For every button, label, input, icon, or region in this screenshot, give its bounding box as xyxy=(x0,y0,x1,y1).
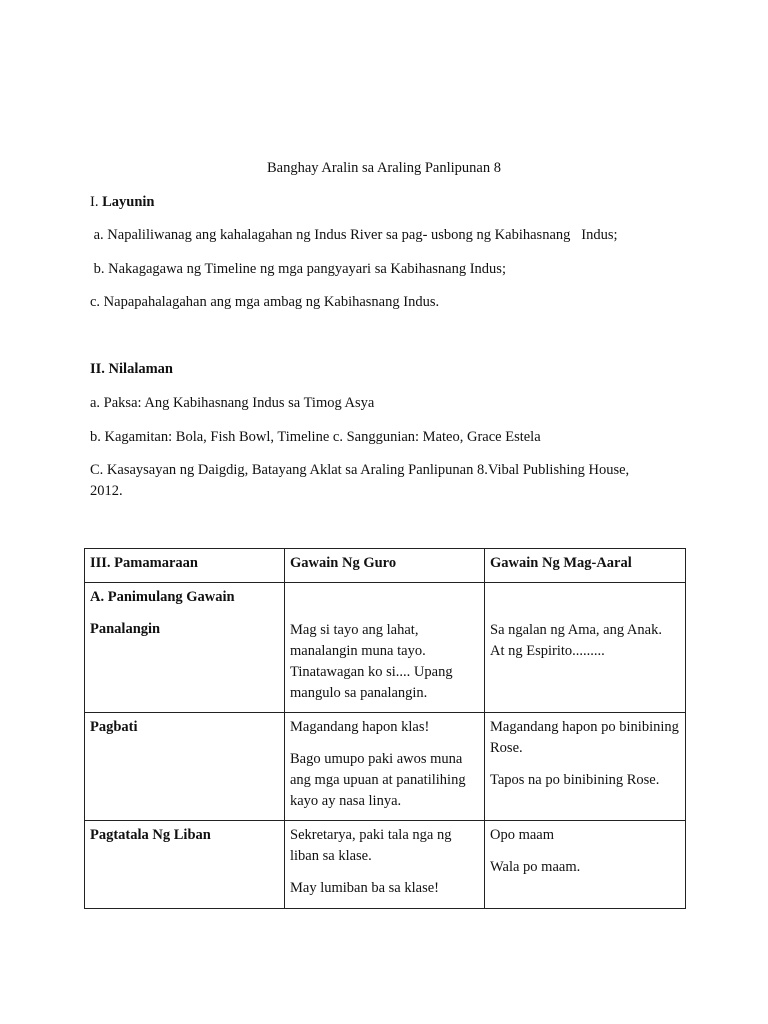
guro-cell xyxy=(285,583,485,713)
table-row xyxy=(85,713,686,821)
mag-aaral-cell xyxy=(485,583,686,713)
step-cell xyxy=(85,713,285,821)
section-1-title: Layunin xyxy=(102,194,155,210)
reference-line-1: C. Kasaysayan ng Daigdig, Batayang Aklat sa Araling Panlipunan 8.Vibal Publishing House, xyxy=(90,462,630,478)
guro-text: Mag si tayo ang lahat, manalangin muna tayo. Tinatawagan ko si.... Upang mangulo sa panalangin. xyxy=(290,622,453,701)
step-label: Pagtatala Ng Liban xyxy=(90,827,211,843)
guro-cell xyxy=(285,713,485,821)
mag-aaral-cell xyxy=(485,821,686,909)
procedure-table xyxy=(84,548,686,909)
mag-aaral-text: Magandang hapon po binibining Rose. xyxy=(490,719,679,756)
header-gawain-guro: Gawain Ng Guro xyxy=(285,549,485,583)
table-row xyxy=(85,821,686,909)
document-title: Banghay Aralin sa Araling Panlipunan 8 xyxy=(267,160,501,176)
guro-text: May lumiban ba sa klase! xyxy=(290,880,439,896)
section-1-heading xyxy=(90,192,155,213)
step-cell xyxy=(85,821,285,909)
objective-a: a. Napaliliwanag ang kahalagahan ng Indus River sa pag- usbong ng Kabihasnang Indus; xyxy=(90,227,618,243)
mag-aaral-text: Wala po maam. xyxy=(490,859,581,875)
table-header-row xyxy=(85,549,686,583)
mag-aaral-text: Tapos na po binibining Rose. xyxy=(490,772,660,788)
step-cell xyxy=(85,583,285,713)
section-2-heading: II. Nilalaman xyxy=(90,361,173,377)
guro-cell xyxy=(285,821,485,909)
paksa-line: a. Paksa: Ang Kabihasnang Indus sa Timog Asya xyxy=(90,395,375,411)
guro-text: Sekretarya, paki tala nga ng liban sa klase. xyxy=(290,827,452,864)
guro-text: Bago umupo paki awos muna ang mga upuan at panatilihing kayo ay nasa linya. xyxy=(290,751,466,809)
mag-aaral-cell xyxy=(485,713,686,821)
step-label: Panalangin xyxy=(90,621,161,637)
objective-c: c. Napapahalagahan ang mga ambag ng Kabihasnang Indus. xyxy=(90,294,440,310)
reference-line-2: 2012. xyxy=(90,483,123,499)
header-pamamaraan: III. Pamamaraan xyxy=(85,549,285,583)
group-label: A. Panimulang Gawain xyxy=(90,589,235,605)
step-label: Pagbati xyxy=(90,719,138,735)
section-1-number: I. xyxy=(90,194,103,210)
objective-b: b. Nakagagawa ng Timeline ng mga pangyayari sa Kabihasnang Indus; xyxy=(90,261,506,277)
mag-aaral-text: Sa ngalan ng Ama, ang Anak. At ng Espirito......... xyxy=(490,622,662,659)
header-gawain-mag-aaral: Gawain Ng Mag-Aaral xyxy=(485,549,686,583)
mag-aaral-text: Opo maam xyxy=(490,827,555,843)
guro-text: Magandang hapon klas! xyxy=(290,719,430,735)
kagamitan-line: b. Kagamitan: Bola, Fish Bowl, Timeline c. Sanggunian: Mateo, Grace Estela xyxy=(90,429,541,445)
table-row xyxy=(85,583,686,713)
